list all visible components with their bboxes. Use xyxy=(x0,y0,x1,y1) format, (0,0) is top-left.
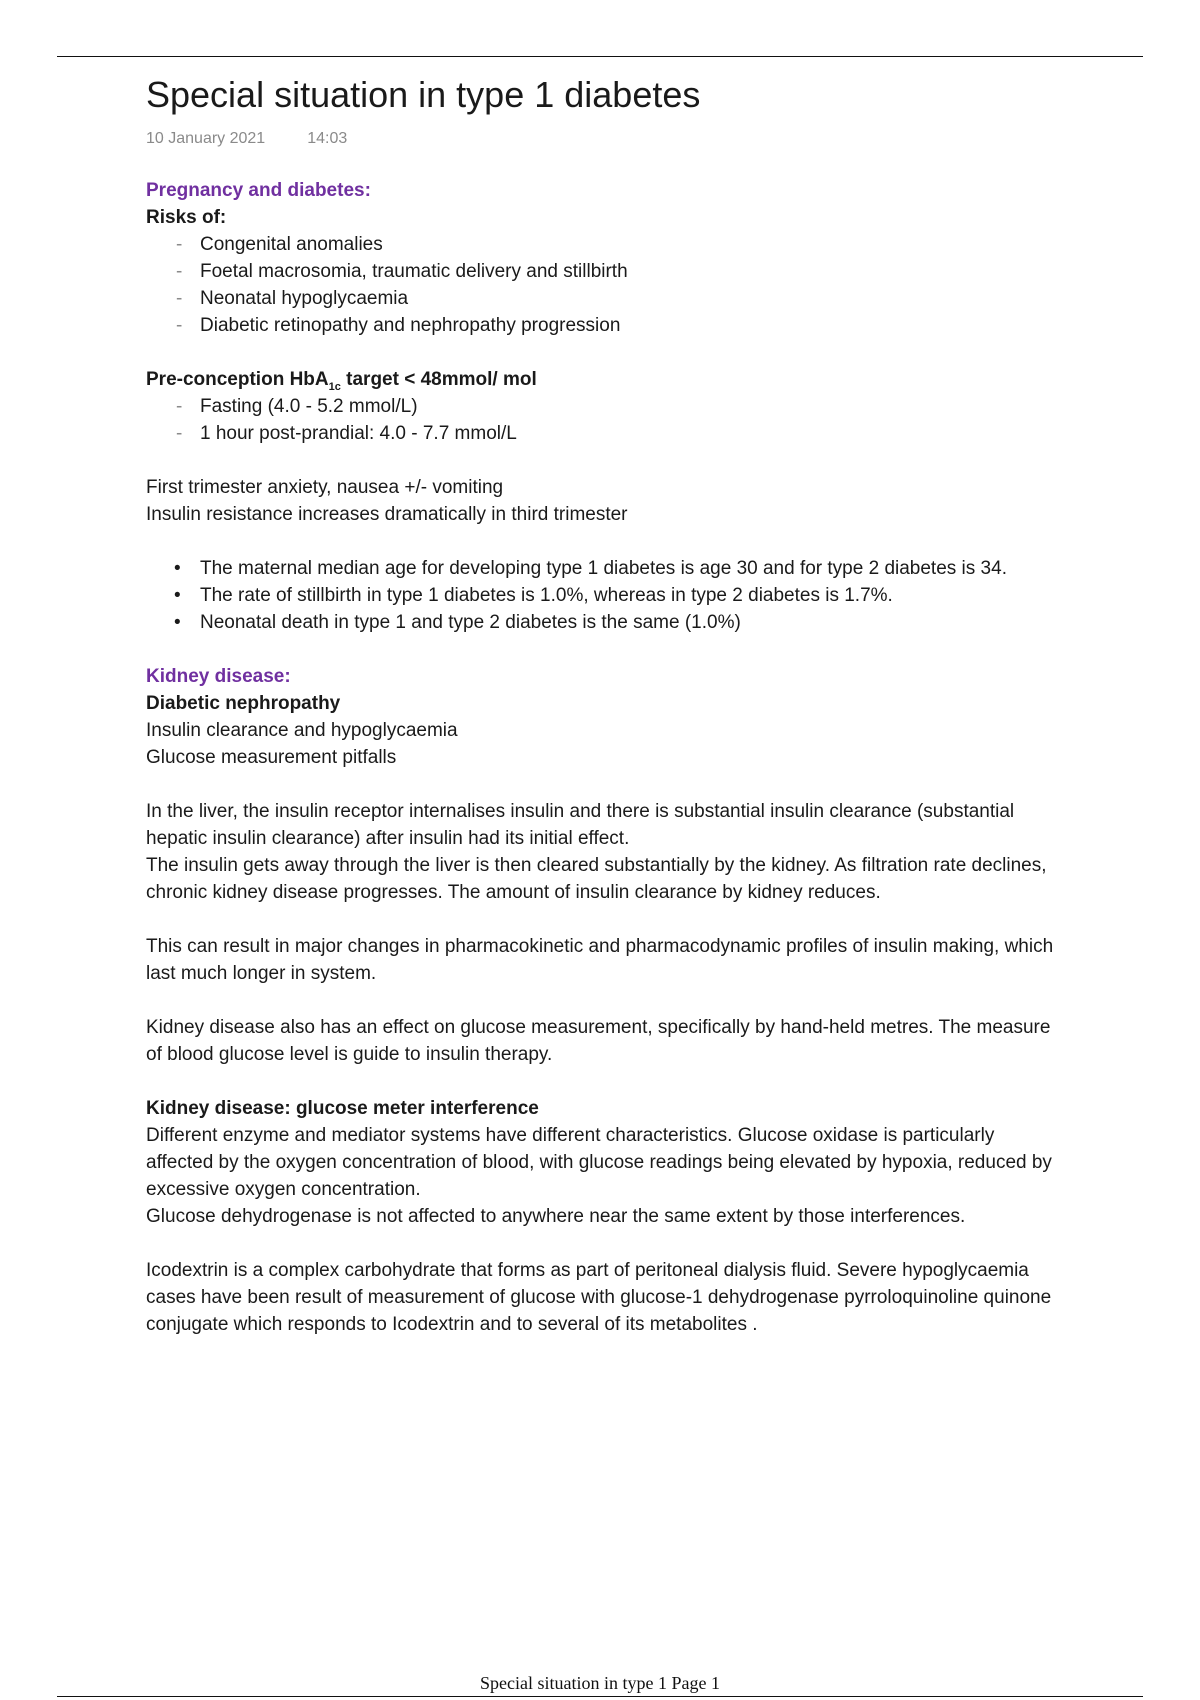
preconception-text-post: target < 48mmol/ mol xyxy=(340,369,537,390)
glucose-measurement-paragraph: Kidney disease also has an effect on glucose measurement, specifically by hand-held metres. The measure of blood glucose level is guide to insulin therapy. xyxy=(146,1017,1051,1065)
kidney-line: Insulin clearance and hypoglycaemia xyxy=(146,720,458,741)
enzyme-paragraph: Different enzyme and mediator systems have different characteristics. Glucose oxidase is particularly affected by the oxygen concentration of blood, with glucose readings being elevated by hypoxia, reduced by excessive oxygen concentration. xyxy=(146,1125,1052,1200)
page-meta xyxy=(146,128,1066,150)
targets-list xyxy=(146,393,1066,447)
dehydrogenase-paragraph: Glucose dehydrogenase is not affected to anywhere near the same extent by those interferences. xyxy=(146,1206,966,1227)
risks-label: Risks of: xyxy=(146,207,227,228)
list-item: - Congenital anomalies xyxy=(146,231,1066,258)
bottom-rule xyxy=(57,1696,1143,1697)
page-time: 14:03 xyxy=(307,130,348,147)
note-line: First trimester anxiety, nausea +/- vomiting xyxy=(146,477,504,498)
preconception-text-pre: Pre-conception HbA xyxy=(146,369,329,390)
preconception-heading xyxy=(146,366,1066,393)
list-item: • The rate of stillbirth in type 1 diabetes is 1.0%, whereas in type 2 diabetes is 1.7%. xyxy=(146,582,1066,609)
note-line: Insulin resistance increases dramatically in third trimester xyxy=(146,504,628,525)
list-item: - Foetal macrosomia, traumatic delivery and stillbirth xyxy=(146,258,1066,285)
top-rule xyxy=(57,56,1143,57)
nephropathy-subheading: Diabetic nephropathy xyxy=(146,693,341,714)
pregnancy-heading: Pregnancy and diabetes: xyxy=(146,180,371,201)
liver-paragraph: In the liver, the insulin receptor internalises insulin and there is substantial insulin clearance (substantial hepatic insulin clearance) after insulin had its initial effect. xyxy=(146,801,1015,849)
kidney-clearance-paragraph: The insulin gets away through the liver is then cleared substantially by the kidney. As filtration rate declines, chronic kidney disease progresses. The amount of insulin clearance by kidney reduces. xyxy=(146,855,1047,903)
list-item: - 1 hour post-prandial: 4.0 - 7.7 mmol/L xyxy=(146,420,1066,447)
preconception-subscript: 1c xyxy=(328,380,341,393)
page-footer: Special situation in type 1 Page 1 xyxy=(480,1673,720,1693)
page-title: Special situation in type 1 diabetes xyxy=(146,74,701,115)
list-item: - Neonatal hypoglycaemia xyxy=(146,285,1066,312)
list-item: • The maternal median age for developing type 1 diabetes is age 30 and for type 2 diabetes is 34. xyxy=(146,555,1066,582)
page-content xyxy=(146,72,1066,1338)
list-item: - Diabetic retinopathy and nephropathy progression xyxy=(146,312,1066,339)
kidney-heading: Kidney disease: xyxy=(146,666,291,687)
page-date: 10 January 2021 xyxy=(146,130,266,147)
list-item: - Fasting (4.0 - 5.2 mmol/L) xyxy=(146,393,1066,420)
icodextrin-paragraph: Icodextrin is a complex carbohydrate that forms as part of peritoneal dialysis fluid. Severe hypoglycaemia cases have been result of measurement of glucose with glucose-1 dehydrogenase pyrroloquinoline quinone conjugate which responds to Icodextrin and to several of its metabolites . xyxy=(146,1260,1052,1335)
facts-list xyxy=(146,555,1066,636)
list-item: • Neonatal death in type 1 and type 2 diabetes is the same (1.0%) xyxy=(146,609,1066,636)
meter-interference-heading: Kidney disease: glucose meter interference xyxy=(146,1098,539,1119)
pharmacokinetic-paragraph: This can result in major changes in pharmacokinetic and pharmacodynamic profiles of insulin making, which last much longer in system. xyxy=(146,936,1054,984)
kidney-line: Glucose measurement pitfalls xyxy=(146,747,397,768)
risks-list xyxy=(146,231,1066,339)
